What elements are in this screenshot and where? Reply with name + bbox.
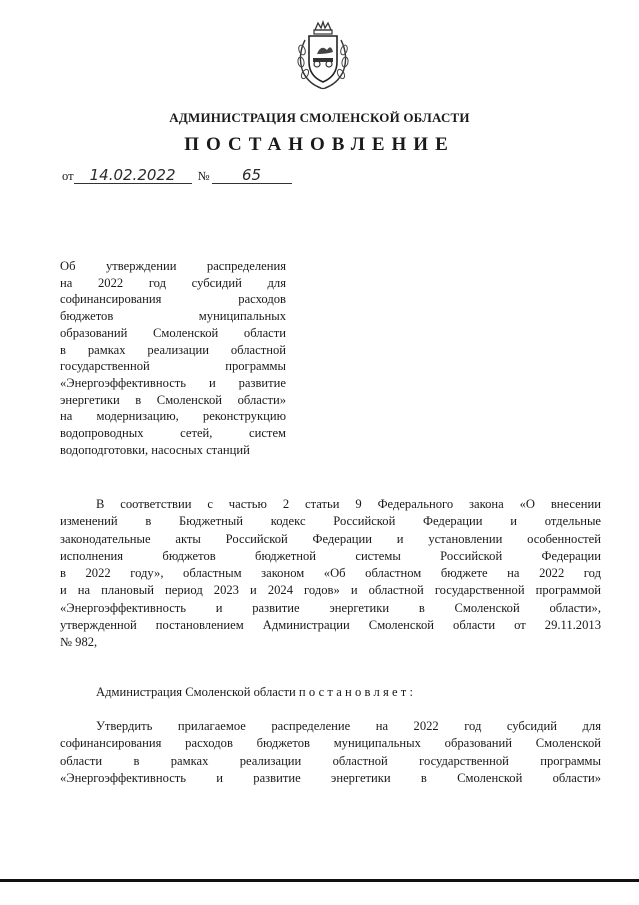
- subject-line: «Энергоэффективность и развитие: [60, 375, 286, 390]
- number-label: №: [197, 169, 210, 183]
- preamble-line: исполнения бюджетов бюджетной системы Российской Федерации: [60, 548, 601, 563]
- preamble-line: и на плановый период 2023 и 2024 годов» и областной государственной программой: [60, 583, 601, 598]
- preamble-line: В соответствии с частью 2 статьи 9 Федерального закона «О внесении: [96, 497, 601, 511]
- handwritten-number: 65: [212, 168, 292, 184]
- decree-verb: постановляет:: [298, 685, 417, 699]
- handwritten-date: 14.02.2022: [74, 168, 192, 184]
- preamble-line: изменений в Бюджетный кодекс Российской Федерации и отдельные: [60, 514, 601, 529]
- subject-line: на модернизацию, реконструкцию: [60, 409, 286, 424]
- subject-line: в рамках реализации областной: [60, 342, 286, 357]
- subject-line: софинансирования расходов: [60, 292, 286, 307]
- subject-line: государственной программы: [60, 359, 286, 374]
- resolution-paragraph: [60, 718, 601, 787]
- subject-line: бюджетов муниципальных: [60, 309, 286, 324]
- decree-subject: Администрация Смоленской области: [96, 685, 296, 699]
- subject-block: [60, 258, 286, 458]
- resolution-line: области в рамках реализации областной государственной программы: [60, 753, 601, 768]
- preamble-line: утвержденной постановлением Администрации Смоленской области от 29.11.2013: [60, 618, 601, 633]
- resolution-line: «Энергоэффективность и развитие энергетики в Смоленской области»: [60, 770, 601, 785]
- subject-line: образований Смоленской области: [60, 325, 286, 340]
- subject-line: Об утверждении распределения: [60, 259, 286, 273]
- subject-line: водоподготовки, насосных станций: [60, 442, 250, 457]
- date-number-line: [62, 168, 292, 184]
- coat-of-arms-emblem: [291, 20, 355, 92]
- preamble-line: № 982,: [60, 635, 98, 650]
- preamble-line: в 2022 году», областным законом «Об областном бюджете на 2022 год: [60, 566, 601, 581]
- date-from-label: от: [62, 169, 74, 183]
- organization-title: АДМИНИСТРАЦИЯ СМОЛЕНСКОЙ ОБЛАСТИ: [169, 110, 470, 125]
- preamble-line: законодательные акты Российской Федерации и установлении особенностей: [60, 531, 601, 546]
- preamble-paragraph: [60, 496, 601, 652]
- subject-line: водопроводных сетей, систем: [60, 426, 286, 441]
- preamble-line: «Энергоэффективность и развитие энергетики в Смоленской области»,: [60, 600, 601, 615]
- page-bottom-border: [0, 879, 639, 882]
- resolution-line: софинансирования расходов бюджетов муниципальных образований Смоленской: [60, 736, 601, 751]
- subject-line: на 2022 год субсидий для: [60, 275, 286, 290]
- decree-line: [96, 685, 416, 700]
- subject-line: энергетики в Смоленской области»: [60, 392, 286, 407]
- document-type-title: ПОСТАНОВЛЕНИЕ: [184, 134, 455, 155]
- resolution-line: Утвердить прилагаемое распределение на 2022 год субсидий для: [96, 719, 601, 733]
